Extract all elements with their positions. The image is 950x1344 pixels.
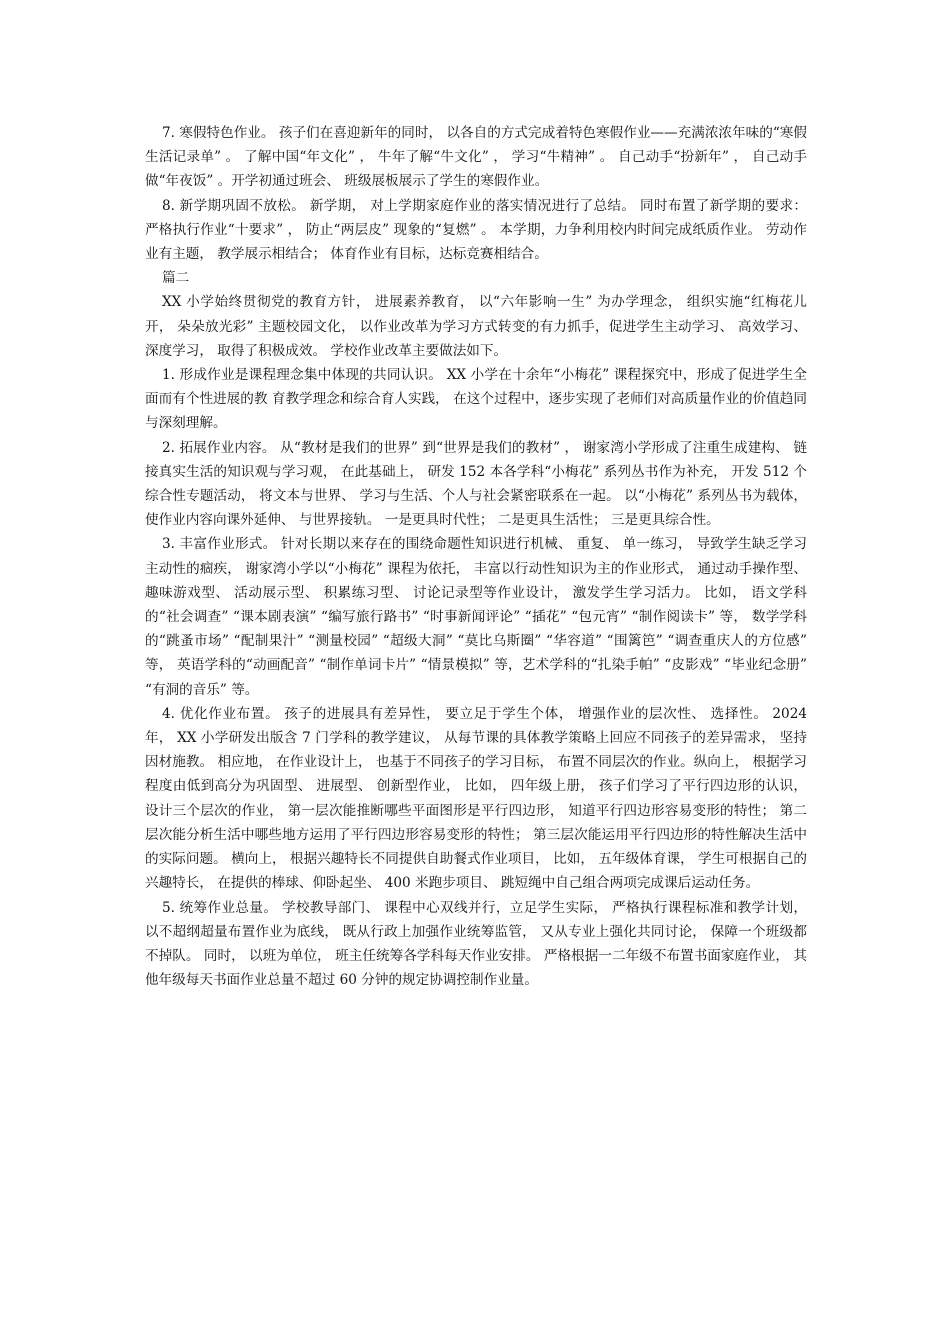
paragraph-winter-homework: 7. 寒假特色作业。 孩子们在喜迎新年的同时， 以各自的方式完成着特色寒假作业——充满浓浓年味的“寒假生活记录单” 。 了解中国“年文化” ， 牛年了解“牛文化” ， 学习“牛精神” 。 自己动手“扮新年” ， 自己动手做“年夜饭” 。开学初通过班会、 班级展板展示了学生的寒假作业。 (145, 125, 807, 190)
paragraph-item-1: 1. 形成作业是课程理念集中体现的共同认识。 XX 小学在十余年“小梅花” 课程探究中，形成了促进学生全面而有个性进展的教 育教学理念和综合育人实践， 在这个过程中，逐步实现了老师们对高质量作业的价值趋同与深刻理解。 (145, 367, 807, 432)
paragraph-item-5: 5. 统筹作业总量。 学校教导部门、 课程中心双线并行，立足学生实际， 严格执行课程标准和教学计划， 以不超纲超量布置作业为底线， 既从行政上加强作业统筹监管， 又从专业上强化共同讨论， 保障一个班级都不掉队。 同时， 以班为单位， 班主任统筹各学科每天作业安排。 严格根据一二年级不布置书面家庭作业， 其他年级每天书面作业总量不超过 60 分钟的规定协调控制作业量。 (145, 899, 812, 989)
paragraph-new-semester: 8. 新学期巩固不放松。 新学期， 对上学期家庭作业的落实情况进行了总结。 同时布置了新学期的要求： 严格执行作业“十要求” ， 防止“两层皮” 现象的“复燃” 。 本学期，力争利用校内时间完成纸质作业。 劳动作业有主题， 教学展示相结合； 体育作业有目标，达标竞赛相结合。 (145, 197, 812, 263)
paragraph-item-4: 4. 优化作业布置。 孩子的进展具有差异性， 要立足于学生个体， 增强作业的层次性、 选择性。 2024 年， XX 小学研发出版含 7 门学科的教学建议， 从每节课的具体教学策略上回应不同孩子的差异需求， 坚持因材施教。 相应地， 在作业设计上， 也基于不同孩子的学习目标， 布置不同层次的作业。纵向上， 根据学习程度由低到高分为巩固型、 进展型、 创新型作业， 比如， 四年级上册， 孩子们学习了平行四边形的认识， 设计三个层次的作业， 第一层次能推断哪些平面图形是平行四边形， 知道平行四边形容易变形的特性； 第二层次能分析生活中哪些地方运用了平行四边形容易变形的特性； 第三层次能运用平行四边形的特性解决生活中的实际问题。 横向上， 根据兴趣特长不同提供自助餐式作业项目， 比如， 五年级体育课， 学生可根据自己的兴趣特长， 在提供的棒球、仰卧起坐、 400 米跑步项目、 跳短绳中自己组合两项完成课后运动任务。 (145, 705, 812, 892)
paragraph-item-2: 2. 拓展作业内容。 从“教材是我们的世界” 到“世界是我们的教材” ， 谢家湾小学形成了注重生成建构、 链接真实生活的知识观与学习观， 在此基础上， 研发 152 本各学科“小梅花” 系列丛书作为补充， 开发 512 个综合性专题活动， 将文本与世界、 学习与生活、个人与社会紧密联系在一起。 以“小梅花” 系列丛书为载体， 使作业内容向课外延伸、 与世界接轨。 一是更具时代性； 二是更具生活性； 三是更具综合性。 (145, 439, 812, 529)
paragraph-intro: XX 小学始终贯彻党的教育方针， 进展素养教育， 以“六年影响一生” 为办学理念， 组织实施“红梅花儿开， 朵朵放光彩” 主题校园文化， 以作业改革为学习方式转变的有力抓手，促进学生主动学习、 高效学习、 深度学习， 取得了积极成效。 学校作业改革主要做法如下。 (145, 294, 812, 359)
section-heading: 篇二 (162, 270, 190, 287)
paragraph-item-3: 3. 丰富作业形式。 针对长期以来存在的围绕命题性知识进行机械、 重复、 单一练习， 导致学生缺乏学习主动性的痼疾， 谢家湾小学以“小梅花” 课程为依托， 丰富以行动性知识为主的作业形式， 通过动手操作型、 趣味游戏型、 活动展示型、 积累练习型、 讨论记录型等作业设计， 激发学生学习活力。 比如， 语文学科的“社会调查” “课本剧表演” “编写旅行路书” “时事新闻评论” “插花” “包元宵” “制作阅读卡” 等， 数学学科的“跳蚤市场” “配制果汁” “测量校园” “超级大洞” “莫比乌斯圈” “华容道” “围篱笆” “调查重庆人的方位感” 等， 英语学科的“动画配音” “制作单词卡片” “情景模拟” 等，艺术学科的“扎染手帕” “皮影戏” “毕业纪念册” “有洞的音乐” 等。 (145, 536, 812, 698)
